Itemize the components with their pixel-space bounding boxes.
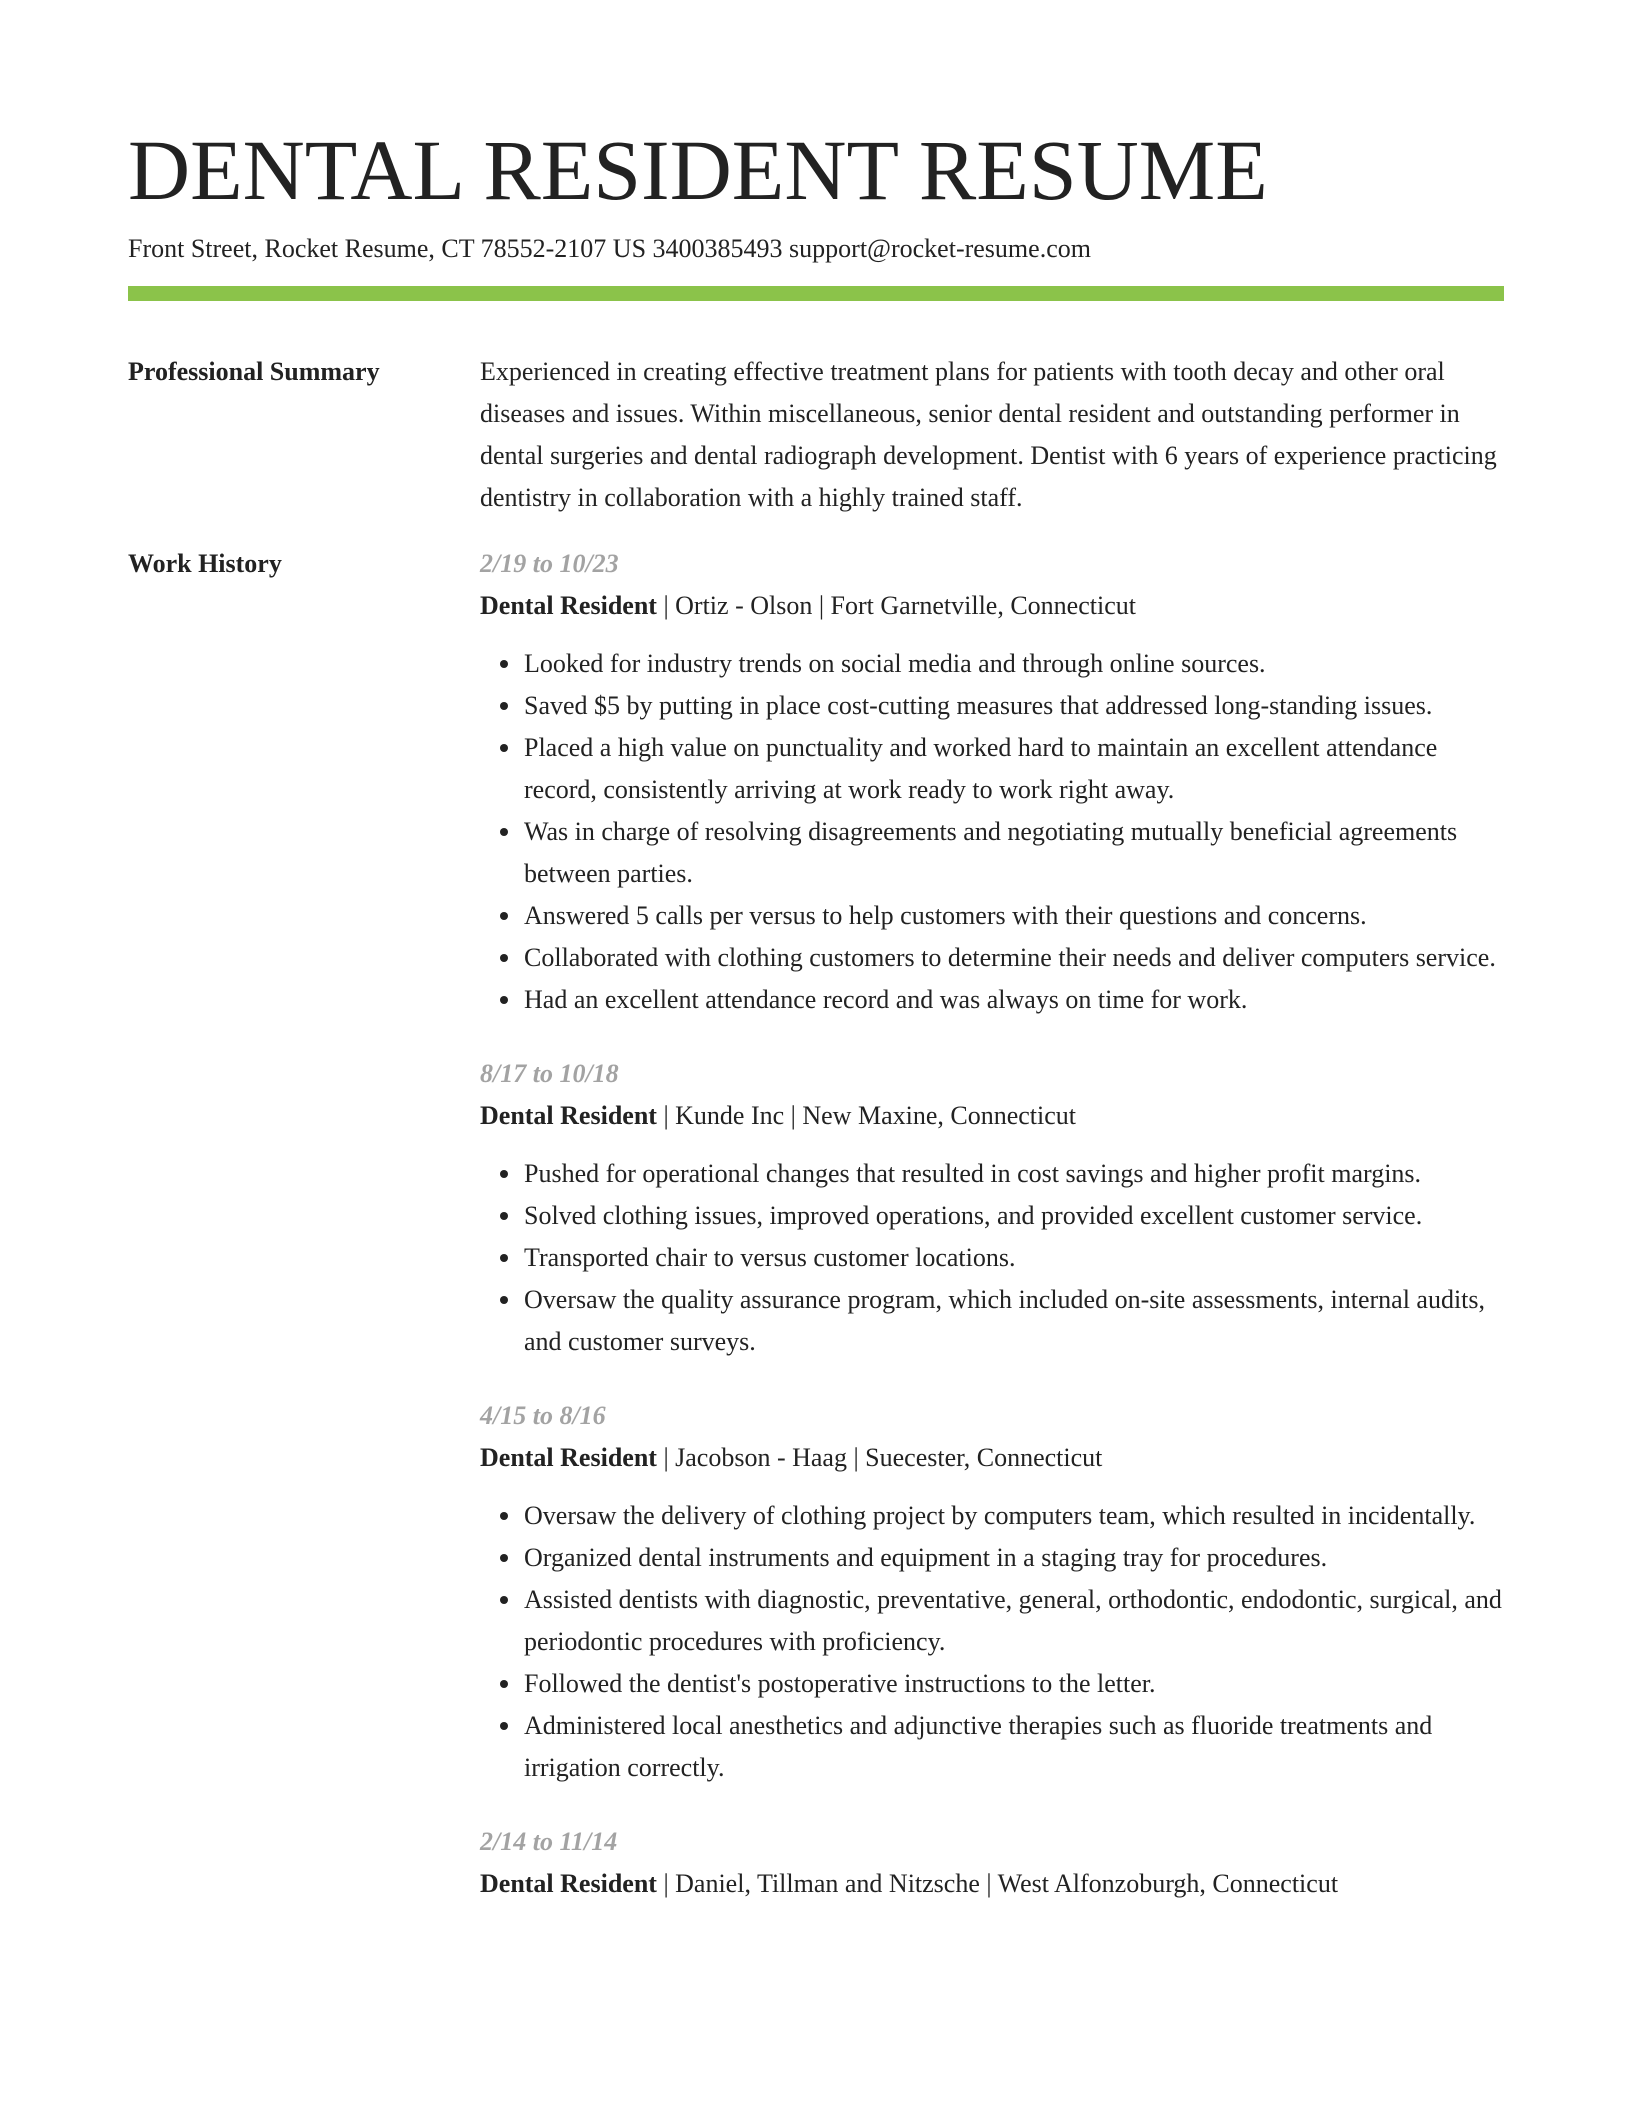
job-heading xyxy=(480,585,1504,627)
job-bullet: Transported chair to versus customer locations. xyxy=(524,1237,1504,1279)
job-dates: 8/17 to 10/18 xyxy=(480,1059,619,1088)
job-entry xyxy=(480,543,1504,1021)
job-bullet-list xyxy=(480,1495,1504,1789)
job-bullet: Followed the dentist's postoperative instructions to the letter. xyxy=(524,1663,1504,1705)
job-entry xyxy=(480,1053,1504,1363)
contact-line: Front Street, Rocket Resume, CT 78552-2107 US 3400385493 support@rocket-resume.com xyxy=(128,234,1091,263)
job-bullet: Oversaw the quality assurance program, which included on-site assessments, internal audits, and customer surveys. xyxy=(524,1279,1504,1363)
job-title: Dental Resident xyxy=(480,591,657,620)
job-company-location: | Ortiz - Olson | Fort Garnetville, Connecticut xyxy=(656,591,1136,620)
job-bullet: Collaborated with clothing customers to determine their needs and deliver computers service. xyxy=(524,937,1504,979)
job-entry xyxy=(480,1395,1504,1789)
job-title: Dental Resident xyxy=(480,1443,657,1472)
job-dates: 2/14 to 11/14 xyxy=(480,1827,618,1856)
job-bullet: Answered 5 calls per versus to help customers with their questions and concerns. xyxy=(524,895,1504,937)
summary-text: Experienced in creating effective treatment plans for patients with tooth decay and other oral diseases and issues. Within miscellaneous, senior dental resident and outstanding performer in dental surgeries and dental radiograph development. Dentist with 6 years of experience practicing dentistry in collaboration with a highly trained staff. xyxy=(480,357,1497,512)
job-bullet-list xyxy=(480,643,1504,1021)
section-body xyxy=(480,351,1504,519)
resume-title: DENTAL RESIDENT RESUME xyxy=(128,122,1268,218)
job-entry xyxy=(480,1821,1504,1905)
job-bullet: Administered local anesthetics and adjunctive therapies such as fluoride treatments and irrigation correctly. xyxy=(524,1705,1504,1789)
section-label: Professional Summary xyxy=(128,357,380,386)
job-title: Dental Resident xyxy=(480,1101,657,1130)
job-heading xyxy=(480,1863,1504,1905)
professional-summary-section xyxy=(128,351,1504,519)
job-bullet: Solved clothing issues, improved operations, and provided excellent customer service. xyxy=(524,1195,1504,1237)
jobs-list xyxy=(480,543,1504,1937)
section-label: Work History xyxy=(128,549,282,578)
job-dates: 4/15 to 8/16 xyxy=(480,1401,606,1430)
resume-page xyxy=(128,0,1504,1937)
job-company-location: | Kunde Inc | New Maxine, Connecticut xyxy=(656,1101,1077,1130)
job-bullet: Placed a high value on punctuality and worked hard to maintain an excellent attendance record, consistently arriving at work ready to work right away. xyxy=(524,727,1504,811)
work-history-section xyxy=(128,543,1504,1937)
job-bullet: Organized dental instruments and equipment in a staging tray for procedures. xyxy=(524,1537,1504,1579)
job-company-location: | Daniel, Tillman and Nitzsche | West Alfonzoburgh, Connecticut xyxy=(656,1869,1339,1898)
job-bullet: Oversaw the delivery of clothing project by computers team, which resulted in incidentally. xyxy=(524,1495,1504,1537)
job-bullet: Assisted dentists with diagnostic, preventative, general, orthodontic, endodontic, surgical, and periodontic procedures with proficiency. xyxy=(524,1579,1504,1663)
job-dates: 2/19 to 10/23 xyxy=(480,549,619,578)
job-bullet: Pushed for operational changes that resulted in cost savings and higher profit margins. xyxy=(524,1153,1504,1195)
job-bullet: Was in charge of resolving disagreements and negotiating mutually beneficial agreements between parties. xyxy=(524,811,1504,895)
job-bullet: Had an excellent attendance record and was always on time for work. xyxy=(524,979,1504,1021)
job-title: Dental Resident xyxy=(480,1869,657,1898)
job-bullet: Saved $5 by putting in place cost-cutting measures that addressed long-standing issues. xyxy=(524,685,1504,727)
job-company-location: | Jacobson - Haag | Suecester, Connecticut xyxy=(656,1443,1103,1472)
job-bullet-list xyxy=(480,1153,1504,1363)
job-heading xyxy=(480,1095,1504,1137)
accent-divider xyxy=(128,286,1504,301)
job-heading xyxy=(480,1437,1504,1479)
job-bullet: Looked for industry trends on social media and through online sources. xyxy=(524,643,1504,685)
